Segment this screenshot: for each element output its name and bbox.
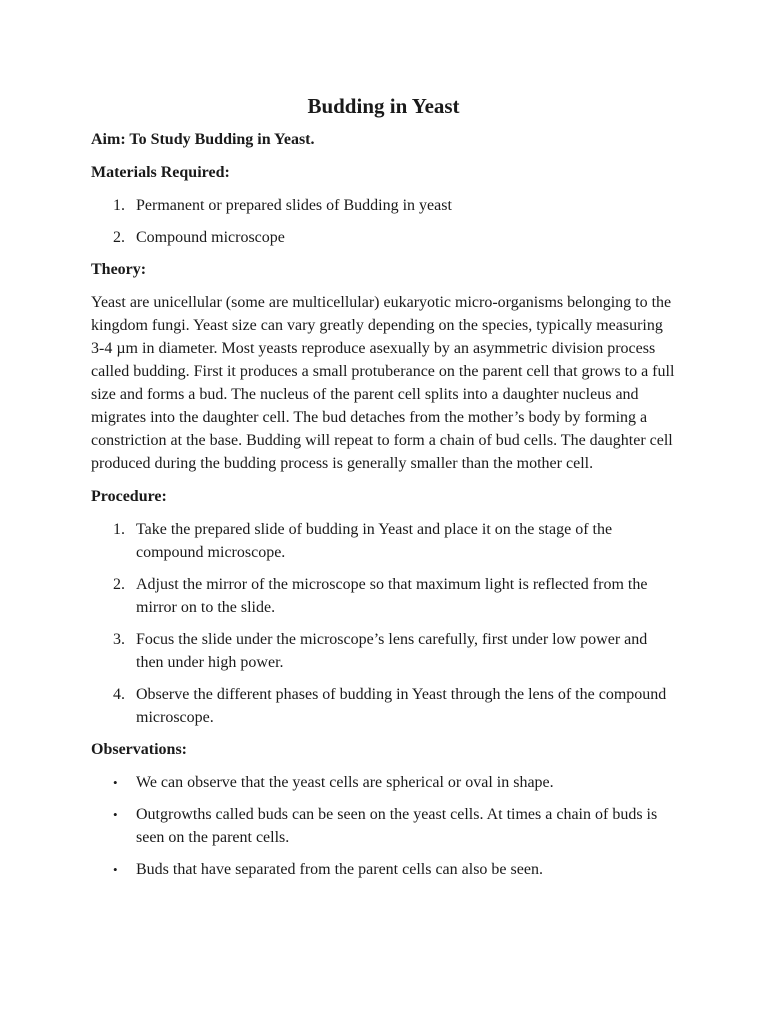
list-item xyxy=(91,518,676,564)
list-item-text: Permanent or prepared slides of Budding in yeast xyxy=(136,197,452,214)
list-number: 2. xyxy=(113,229,125,246)
materials-heading: Materials Required: xyxy=(91,164,230,181)
list-number: 2. xyxy=(113,576,125,593)
list-item xyxy=(91,683,676,729)
document-title: Budding in Yeast xyxy=(307,94,460,118)
aim-heading: Aim: To Study Budding in Yeast. xyxy=(91,131,315,148)
theory-paragraph: Yeast are unicellular (some are multicellular) eukaryotic micro-organisms belonging to the kingdom fungi. Yeast size can vary greatly depending on the species, typically measuring 3-4 µm in diameter. Most yeasts reproduce asexually by an asymmetric division process called budding. First it produces a small protuberance on the parent cell that grows to a full size and forms a bud. The nucleus of the parent cell splits into a daughter nucleus and migrates into the daughter cell. The bud detaches from the mother’s body by forming a constriction at the base. Budding will repeat to form a chain of bud cells. The daughter cell produced during the budding process is generally smaller than the mother cell. xyxy=(91,294,675,472)
list-item xyxy=(91,194,676,217)
list-number: 4. xyxy=(113,686,125,703)
list-item-text: Focus the slide under the microscope’s lens carefully, first under low power and then under high power. xyxy=(136,631,648,671)
list-item xyxy=(91,803,676,849)
materials-list xyxy=(91,194,676,249)
bullet-icon: • xyxy=(113,807,118,822)
list-item xyxy=(91,771,676,794)
bullet-icon: • xyxy=(113,862,118,877)
procedure-heading: Procedure: xyxy=(91,488,167,505)
procedure-list xyxy=(91,518,676,729)
list-number: 1. xyxy=(113,521,125,538)
list-number: 1. xyxy=(113,197,125,214)
list-item-text: Outgrowths called buds can be seen on the yeast cells. At times a chain of buds is seen on the parent cells. xyxy=(136,806,658,846)
list-item-text: Compound microscope xyxy=(136,229,285,246)
list-item-text: We can observe that the yeast cells are spherical or oval in shape. xyxy=(136,774,554,791)
list-item xyxy=(91,226,676,249)
list-item xyxy=(91,573,676,619)
list-item-text: Observe the different phases of budding in Yeast through the lens of the compound microscope. xyxy=(136,686,667,726)
list-number: 3. xyxy=(113,631,125,648)
list-item xyxy=(91,628,676,674)
bullet-icon: • xyxy=(113,775,118,790)
observations-list xyxy=(91,771,676,881)
list-item-text: Take the prepared slide of budding in Yeast and place it on the stage of the compound microscope. xyxy=(136,521,613,561)
theory-heading: Theory: xyxy=(91,261,147,278)
list-item-text: Adjust the mirror of the microscope so that maximum light is reflected from the mirror on to the slide. xyxy=(136,576,648,616)
observations-heading: Observations: xyxy=(91,741,187,758)
list-item xyxy=(91,858,676,881)
list-item-text: Buds that have separated from the parent cells can also be seen. xyxy=(136,861,543,878)
